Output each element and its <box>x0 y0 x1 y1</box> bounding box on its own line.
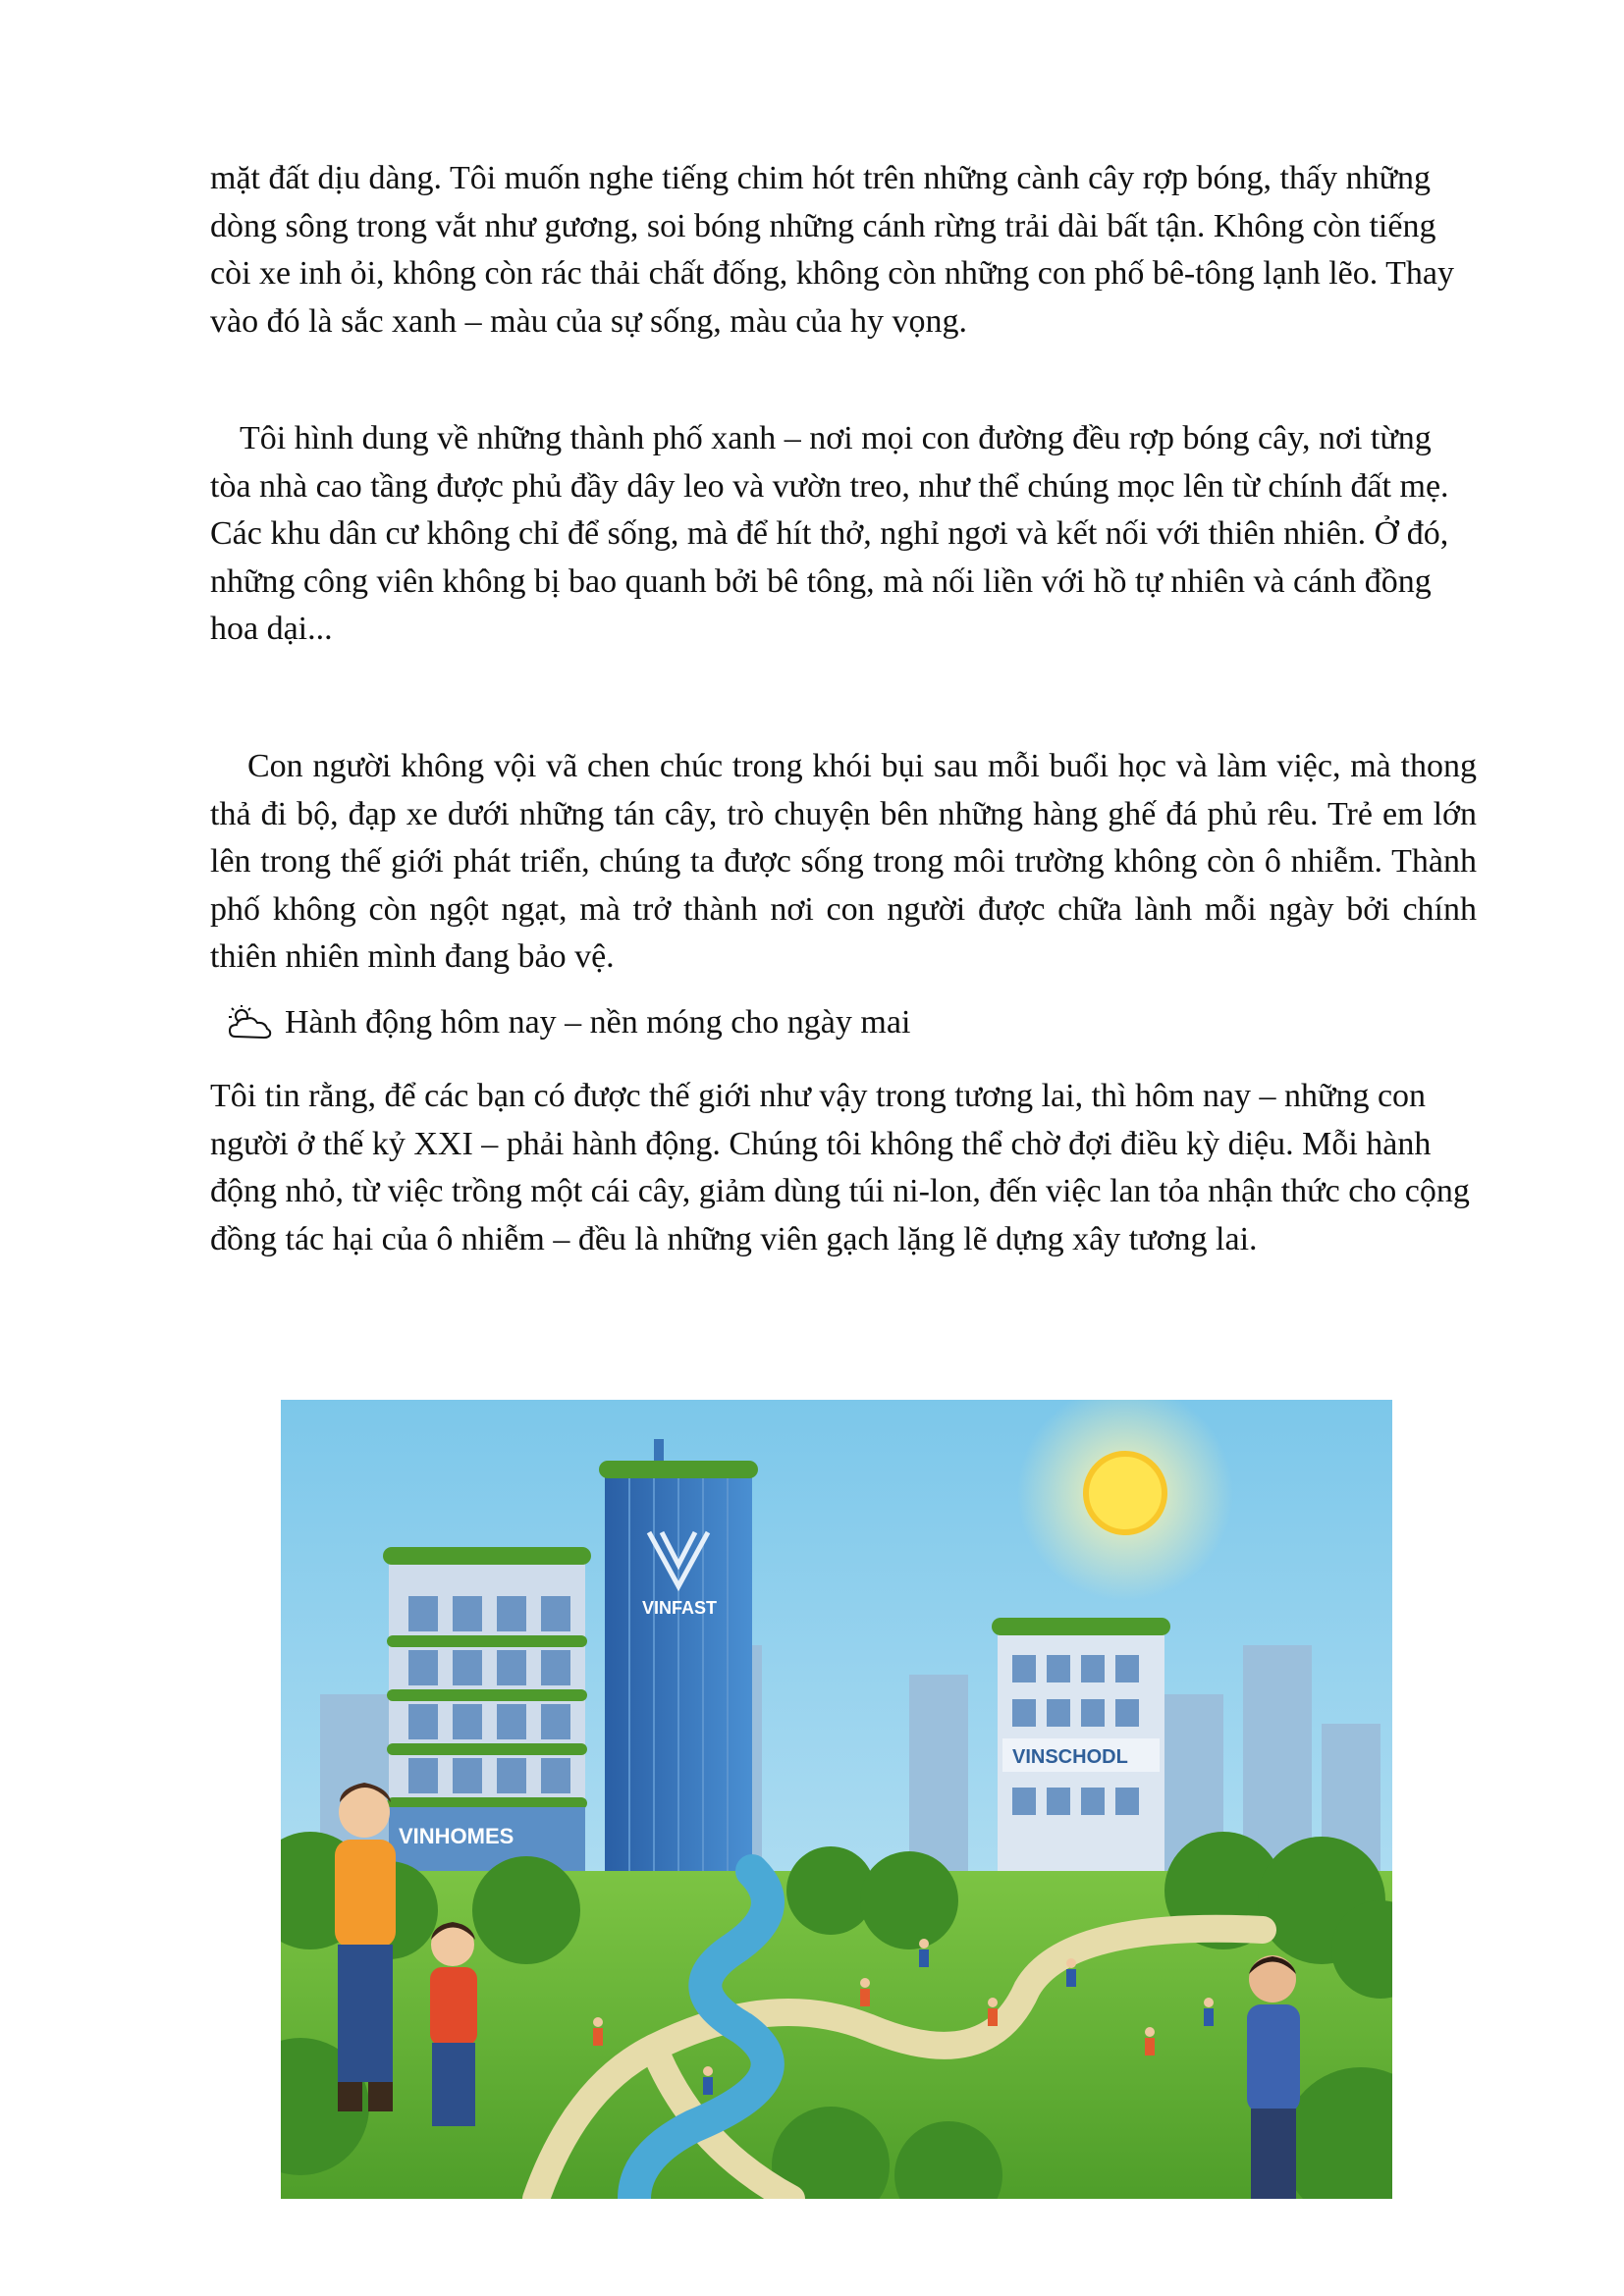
vinfast-sign: VINFAST <box>642 1598 718 1618</box>
man-figure <box>1247 1955 1300 2199</box>
green-city-illustration <box>281 1400 1392 2199</box>
child-figure <box>430 1922 477 2126</box>
vinhomes-sign: VINHOMES <box>399 1824 514 1848</box>
vinschool-sign: VINSCHODL <box>1012 1746 1128 1768</box>
paragraph-4: Tôi tin rằng, để các bạn có được thế giới như vậy trong tương lai, thì hôm nay – những con người ở thế kỷ XXI – phải hành động. Chúng tôi không thể chờ đợi điều kỳ diệu. Mỗi hành động nhỏ, từ việc trồng một cái cây, giảm dùng túi ni-lon, đến việc lan tỏa nhận thức cho cộng đồng tác hại của ô nhiễm – đều là những viên gạch lặng lẽ dựng xây tương lai. <box>210 1078 1470 1257</box>
vinhomes-building <box>383 1547 591 1900</box>
section-heading <box>226 999 910 1046</box>
paragraph-3: Con người không vội vã chen chúc trong khói bụi sau mỗi buổi học và làm việc, mà thong thả đi bộ, đạp xe dưới những tán cây, trò chuyện bên những hàng ghế đá phủ rêu. Trẻ em lớn lên trong thế giới phát triển, chúng ta được sống trong môi trường không còn ô nhiễm. Thành phố không còn ngột ngạt, mà trở thành nơi con người được chữa lành mỗi ngày bởi chính thiên nhiên mình đang bảo vệ. <box>210 748 1477 975</box>
section-heading-text: Hành động hôm nay – nền móng cho ngày mai <box>285 1004 911 1041</box>
sun-behind-cloud-icon <box>226 1003 275 1042</box>
vinfast-tower <box>599 1439 758 1900</box>
vinschool-building <box>992 1618 1170 1900</box>
paragraph-1: mặt đất dịu dàng. Tôi muốn nghe tiếng chim hót trên những cành cây rợp bóng, thấy những dòng sông trong vắt như gương, soi bóng những cánh rừng trải dài bất tận. Không còn tiếng còi xe inh ỏi, không còn rác thải chất đống, không còn những con phố bê-tông lạnh lẽo. Thay vào đó là sắc xanh – màu của sự sống, màu của hy vọng. <box>210 160 1455 340</box>
paragraph-2: Tôi hình dung về những thành phố xanh – nơi mọi con đường đều rợp bóng cây, nơi từng tòa nhà cao tầng được phủ đầy dây leo và vườn treo, như thể chúng mọc lên từ chính đất mẹ. Các khu dân cư không chỉ để sống, mà để hít thở, nghỉ ngơi và kết nối với thiên nhiên. Ở đó, những công viên không bị bao quanh bởi bê tông, mà nối liền với hồ tự nhiên và cánh đồng hoa dại... <box>210 420 1449 647</box>
